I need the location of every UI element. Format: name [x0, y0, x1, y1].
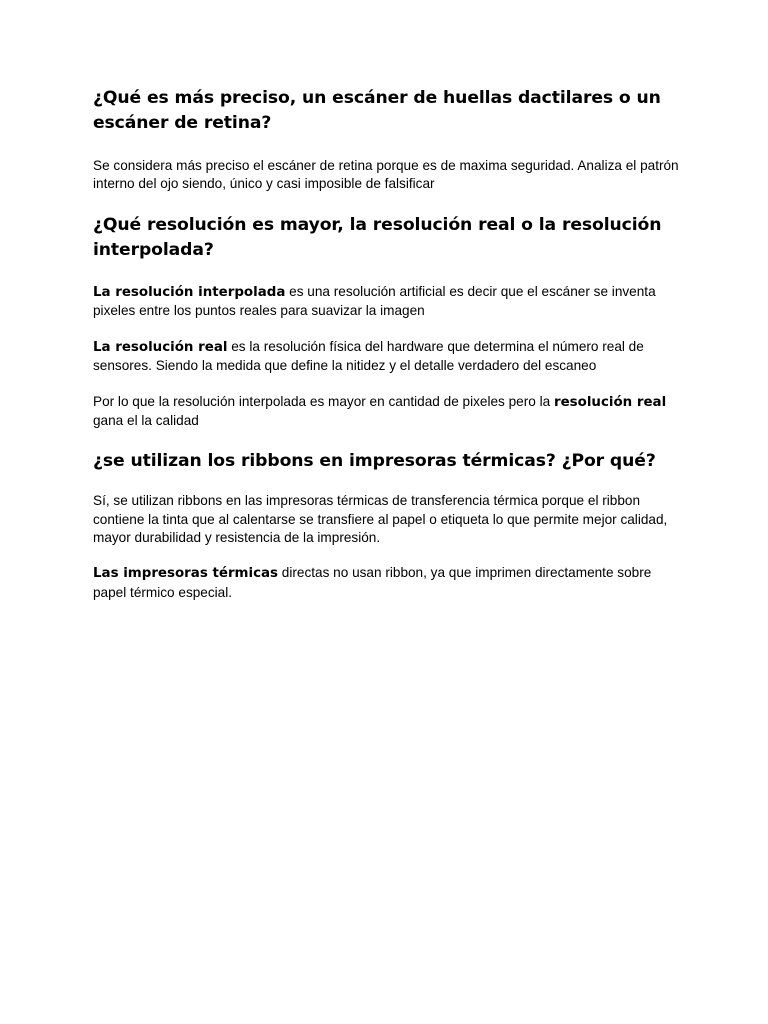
bold-term: La resolución real: [93, 340, 228, 356]
paragraph-ribbons-answer: [93, 492, 680, 547]
paragraph-text: gana el la calidad: [93, 413, 199, 429]
paragraph-text: es la resolución física del hardware que determina el número real de sensores. Siendo la medida que define la nitidez y el detalle verdadero del escaneo: [93, 339, 644, 374]
bold-term: resolución real: [553, 394, 667, 410]
paragraph-text: es una resolución artificial es decir que el escáner se inventa pixeles entre los puntos reales para suavizar la imagen: [93, 283, 656, 318]
paragraph-direct-thermal: [93, 564, 680, 602]
section-heading-scanner-precision: ¿Qué es más preciso, un escáner de huellas dactilares o un escáner de retina?: [93, 88, 661, 133]
paragraph-interpolated-resolution: [93, 283, 680, 321]
paragraph-text: Se considera más preciso el escáner de retina porque es de maxima seguridad. Analiza el patrón interno del ojo siendo, único y casi imposible de falsificar: [93, 158, 679, 192]
section-heading-resolution: ¿Qué resolución es mayor, la resolución real o la resolución interpolada?: [93, 214, 662, 260]
section-heading-ribbons: ¿se utilizan los ribbons en impresoras térmicas? ¿Por qué?: [93, 451, 656, 472]
paragraph-lead-text: Por lo que la resolución interpolada es mayor en cantidad de pixeles pero la: [93, 393, 554, 409]
paragraph-retina-answer: [93, 157, 680, 194]
paragraph-resolution-conclusion: [93, 393, 680, 431]
paragraph-text: directas no usan ribbon, ya que imprimen directamente sobre papel térmico especial.: [93, 565, 652, 600]
bold-term: La resolución interpolada: [93, 284, 286, 300]
bold-term: Las impresoras térmicas: [93, 566, 279, 582]
paragraph-text: Sí, se utilizan ribbons en las impresoras térmicas de transferencia térmica porque el ribbon contiene la tinta que al calentarse se transfiere al papel o etiqueta lo que permite mejor calidad, mayor durabilidad y resistencia de la impresión.: [93, 493, 668, 545]
paragraph-real-resolution: [93, 338, 680, 376]
